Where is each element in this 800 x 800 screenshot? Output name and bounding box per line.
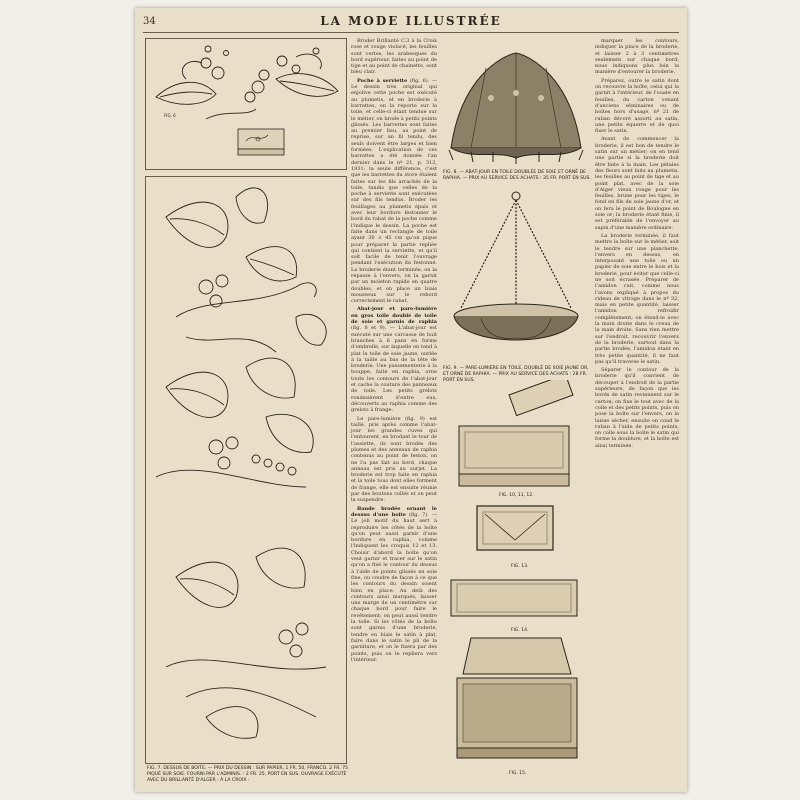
fig10-12-caption: FIG. 10, 11, 12. bbox=[499, 493, 534, 498]
fig15-lidded-box-illustration bbox=[441, 634, 591, 769]
magazine-title: LA MODE ILLUSTRÉE bbox=[320, 14, 502, 28]
article-column-3 bbox=[595, 38, 679, 773]
header-rule bbox=[143, 32, 679, 33]
paragraph: marquer les contours, indiquer la place de la broderie, et laisser 2 à 3 centimètres seulement sur chaque bord; nous indiquons plus loin la manière d'entourer la broderie. bbox=[595, 38, 679, 76]
embroidery-pattern-panel bbox=[145, 38, 348, 783]
fig7-caption: FIG. 7. DESSUS DE BOITE. — PRIX DU DESSIN : SUR PAPIER, 1 FR. 50, FRANCO, 2 FR. 75 PIQUÉ SUR SOIE. FOURNI PAR L'ADMINIS. : 2 FR. 25, PORT EN SUS. OUVRAGE EXÉCUTÉ AVEC DU BRILLANTÉ D'ALGER · À LA CROIX · bbox=[147, 766, 348, 783]
fig7-pattern-box bbox=[145, 176, 347, 764]
fig8-caption: FIG. 8. — ABAT-JOUR EN TOILE DOUBLÉE DE SOIE ET ORNÉ DE RAPHIA. — PRIX AU SERVICE DES ACHATS : 35 FR. PORT EN SUS. bbox=[443, 170, 591, 181]
page-header bbox=[135, 14, 687, 32]
fig6-pattern-drawing bbox=[146, 39, 346, 169]
paragraph-text: (fig. 7). — Le joli motif du haut sert à reproduire les côtés de la boîte qu'on peut aussi garnir d'une bordure en raphia, comme l'indiquent les croquis 12 et 13. Choisir d'abord la boîte qu'on veut garnir et tracer sur le satin qu'on a fixé le contour du dessus à l'aide de points glissés en soie fine, ou coudre de façon à ce que les contours du dessin soient bien en place. Au delà des contours ainsi marqués, laisser une marge de un centimètre sur chaque bord pour faire le revêtement; on peut aussi tendre la toile. Si les côtés de la boîte sont garnis d'une broderie, tendre en biais le satin à plat, faire dans le satin le pli de la garniture, et on le fixera par des points, puis on le repliera vers l'intérieur. bbox=[351, 511, 437, 663]
fig7-box-thumbnail bbox=[238, 129, 284, 155]
page-number: 34 bbox=[143, 16, 156, 27]
svg-text:FIG. 6: FIG. 6 bbox=[164, 113, 176, 118]
fig14-tray-illustration bbox=[441, 574, 591, 626]
section-heading: Abat-jour et pare-lumière en gros toile doublé de toile de soie et garnis de raphia bbox=[351, 306, 437, 326]
paragraph: La broderie terminée, il faut mettre la boîte sur le métier, soit le tendre sur une planchette, l'envers en dessus, en interposant une toile ou un papier de soie entre le bois et la broderie, pour éviter que celle-ci ne soit écrasée. Préparer de l'amidon cuit, comme nous l'avons expliqué à propos du rideau de vitrage dans le nº 32, mais en petite quantité, laisser l'amidon refroidir complètement; on étend-le avec la main droite dans le creux de la main droite. Sans rien mettre sur l'endroit, recouvrir l'envers de la broderie, surtout dans la partie brodée, l'amidon étant en très petite quantité, il ne faut pas qu'il traverse le satin. bbox=[595, 232, 679, 365]
fig6-pattern-box bbox=[145, 38, 347, 170]
magazine-page bbox=[135, 8, 687, 792]
fig9-caption: FIG. 9. — PARE-LUMIÈRE EN TOILE, DOUBLÉ DE SOIE JAUNE OR, ET ORNÉ DE RAPHIA. — PRIX AU SERVICE DES ACHATS : 28 FR. PORT EN SUS. bbox=[443, 366, 589, 383]
fig7-pattern-drawing bbox=[146, 177, 346, 763]
section-heading: Bande brodée ornant le dessus d'une boite bbox=[351, 505, 437, 518]
fig13-box-lid-illustration bbox=[441, 500, 591, 560]
paragraph-text: (fig. 6). — Le dessin très original qui enjolive cette poche est exécuté au plumetis, et en broderie à barrettes, on la reporte sur la toile, et celle-ci étant tendue sur le métier, on brode à petits points glissés. Les barrettes sont faites au premier lieu, au point de reprise, sur un fil tendu, des seuls doivent être larges et bien formées. L'explication de ces barrettes a été donnée l'an dernier dans le nº 21, p. 312, 1931; la seule différence, c'est que les barrettes du store étaient faites sur les fils arrachés de la toile, tandis que celles de la poche à serviette sont exécutées sur des fils tendus. Broder les feuillages au plumetis épais et avec leur bordure festonner le bord du rabat de la poche comme l'indique le dessin. La poche est faite dans un rectangle de toile ayant 30 × 45 cm qu'on pique pour préparer la partie repliée qui contient la serviette, et qu'il soit facile de tenir l'ouvrage pendant l'exécution du festonné. La broderie étant terminée, on la repasse à l'envers, on la garnit par un moleton rapide en quatre doubles, et on place un biais mousseux sur le rebord correctement le rabat. bbox=[351, 77, 437, 305]
paragraph: Le pare-lumière (fig. 9) est taillé, pris après comme l'abat-jour les grandes cuves qui l'entourent, en brodant le tour de l'assiette, ils sont brodés des plumes et des anneaux de raphia contenus au point de feston, on ne l'a pas fait au bord, chaque anneau est pris au surjet. La broderie est trop faite en raphia et la toile tous dont elles forment de frange, elle est ensuite réunie par des boutons collés et on peut la suspendre. bbox=[351, 415, 437, 504]
paragraph: Préparez, outre le satin dont on recouvre la boîte, celui qui la garnit à l'intérieur, de l'ouate en feuilles, du carton venant d'anciens séminaires ou de boîtes hors d'usage, nº 21 de ruban décoré assorti au satin, une petite équerre et de quoi fixer le satin. bbox=[595, 77, 679, 135]
section-heading: Poche à serviette bbox=[357, 77, 408, 84]
paragraph bbox=[351, 78, 437, 305]
fig9-hanging-lamp-illustration bbox=[441, 188, 591, 363]
fig10-12-open-box-illustration bbox=[441, 380, 591, 490]
fig15-caption: FIG. 15. bbox=[509, 771, 527, 776]
fig8-lampshade-illustration bbox=[441, 38, 591, 168]
article-column-1 bbox=[351, 38, 437, 773]
paragraph: Séparer le contour de la broderie qu'il convient de découper à l'endroit de la partie supérieure, de façon que les bords de satin reviennent sur le carton; on fixe le tout avec de la colle et des petits points, puis on pose la boîte sur l'envers, on la laisse sécher, ensuite on coud le ruban à l'aide de petits points, on colle sous la boîte le satin qui forme la doublure, et la boîte est ainsi terminée. bbox=[595, 367, 679, 449]
paragraph bbox=[351, 506, 437, 663]
fig14-caption: FIG. 14. bbox=[511, 628, 529, 633]
paragraph: Avant de commencer la broderie, il est bon de tendre le satin sur un métier; on en tend une partie si la broderie doit être faite à la main. Les pétales des fleurs sont faits au plumetis, les feuilles au point de tige et au point plat, avec de la soie d'Alger vieux rouge pour les feuilles, brune pour les tiges, le fond en fils de soie jaune d'or, et on fera le point de Boulogne en soie or; la broderie étant finie, il est préférable de l'envoyer au sapin d'une manière ordinaire. bbox=[595, 136, 679, 231]
paragraph: Broder Brillanté C.3 à la Croix rose et rouge violacé, les feuilles sont vertes, les arabesques du bord supérieur, faites au point de tige et au point de chainette, sont bleu clair. bbox=[351, 38, 437, 76]
fig13-caption: FIG. 13. bbox=[511, 564, 529, 569]
paragraph bbox=[351, 306, 437, 413]
figures-column bbox=[441, 38, 591, 776]
paragraph-text: (fig. 8 et 9). — L'abat-jour est exécuté sur une carcasse de huit branches à 6 pans en forme d'ombrelle, sur laquelle on tend à plat la toile de soie jaune, ourlée à la taille au bas de la tête de broderie. Une passementerie à la houppe, faite en raphia, orne toute les contours de l'abat-jour et cache la couture des panneaux de toile. Les petits grelots rondssièrent d'entre eux, découverts au raphia comme des grelots à frange. bbox=[351, 325, 437, 414]
